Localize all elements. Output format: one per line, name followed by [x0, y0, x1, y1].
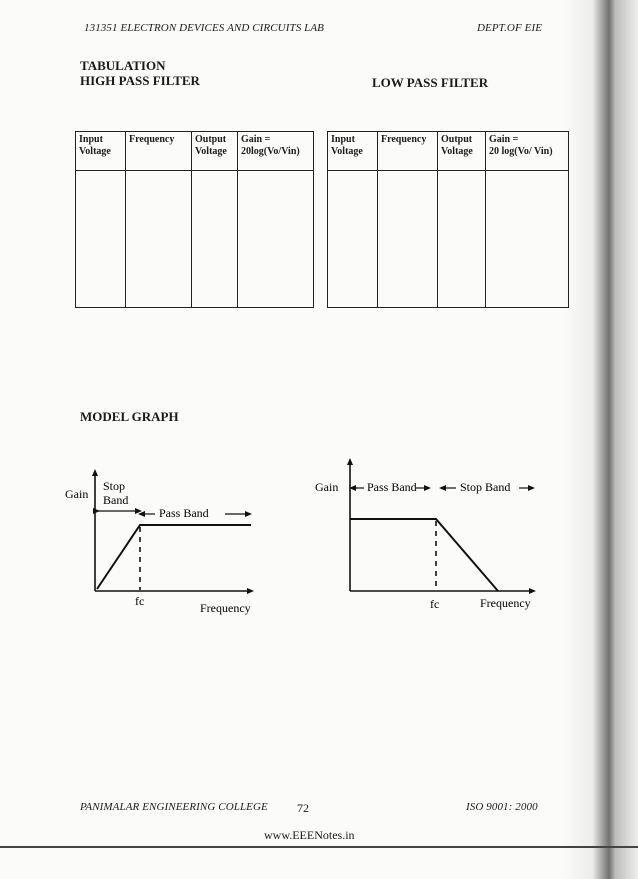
hpf-stop-band-label-2: Band — [103, 493, 129, 507]
hpf-table-header-row — [76, 132, 314, 171]
hpf-col-gain: Gain = 20log(Vo/Vin) — [238, 132, 314, 171]
hpf-table-body-row — [76, 171, 314, 308]
lpf-col-input-voltage: Input Voltage — [328, 132, 378, 171]
hpf-y-label: Gain — [65, 487, 89, 501]
footer-website: www.EEENotes.in — [264, 828, 355, 842]
lpf-title: LOW PASS FILTER — [372, 75, 489, 90]
hpf-col-output-voltage: Output Voltage — [192, 132, 238, 171]
hpf-response-curve — [97, 525, 251, 589]
hpf-title: HIGH PASS FILTER — [80, 73, 200, 88]
lpf-col-frequency: Frequency — [378, 132, 438, 171]
lpf-col-output-voltage: Output Voltage — [438, 132, 486, 171]
lpf-fc-label: fc — [430, 597, 440, 611]
lpf-table-body-row — [328, 171, 569, 308]
hpf-stop-band-label-1: Stop — [103, 479, 126, 493]
lpf-y-label: Gain — [315, 480, 339, 494]
lpf-response-curve — [350, 519, 498, 591]
lpf-table-header-row — [328, 132, 569, 171]
lpf-x-label: Frequency — [480, 596, 531, 610]
lpf-pass-band-label: Pass Band — [367, 480, 417, 494]
model-graph-heading: MODEL GRAPH — [80, 409, 179, 424]
header-course: 131351 ELECTRON DEVICES AND CIRCUITS LAB — [84, 22, 325, 34]
hpf-col-frequency: Frequency — [126, 132, 192, 171]
lpf-table — [327, 131, 569, 308]
lpf-col-gain: Gain = 20 log(Vo/ Vin) — [486, 132, 569, 171]
hpf-col-input-voltage: Input Voltage — [76, 132, 126, 171]
page-binding-shadow — [562, 0, 638, 879]
hpf-table — [75, 131, 314, 308]
hpf-model-graph — [55, 462, 265, 622]
lpf-stop-band-label: Stop Band — [460, 480, 511, 494]
footer-page-number: 72 — [297, 801, 309, 815]
hpf-fc-label: fc — [135, 594, 145, 608]
header-dept: DEPT.OF EIE — [477, 22, 543, 34]
hpf-x-label: Frequency — [200, 601, 251, 615]
tabulation-heading: TABULATION — [80, 58, 166, 73]
page-bottom-divider — [0, 846, 638, 848]
hpf-pass-band-label: Pass Band — [159, 506, 209, 520]
footer-iso: ISO 9001: 2000 — [466, 801, 538, 813]
lpf-model-graph — [310, 458, 545, 618]
footer-college: PANIMALAR ENGINEERING COLLEGE — [80, 801, 268, 813]
